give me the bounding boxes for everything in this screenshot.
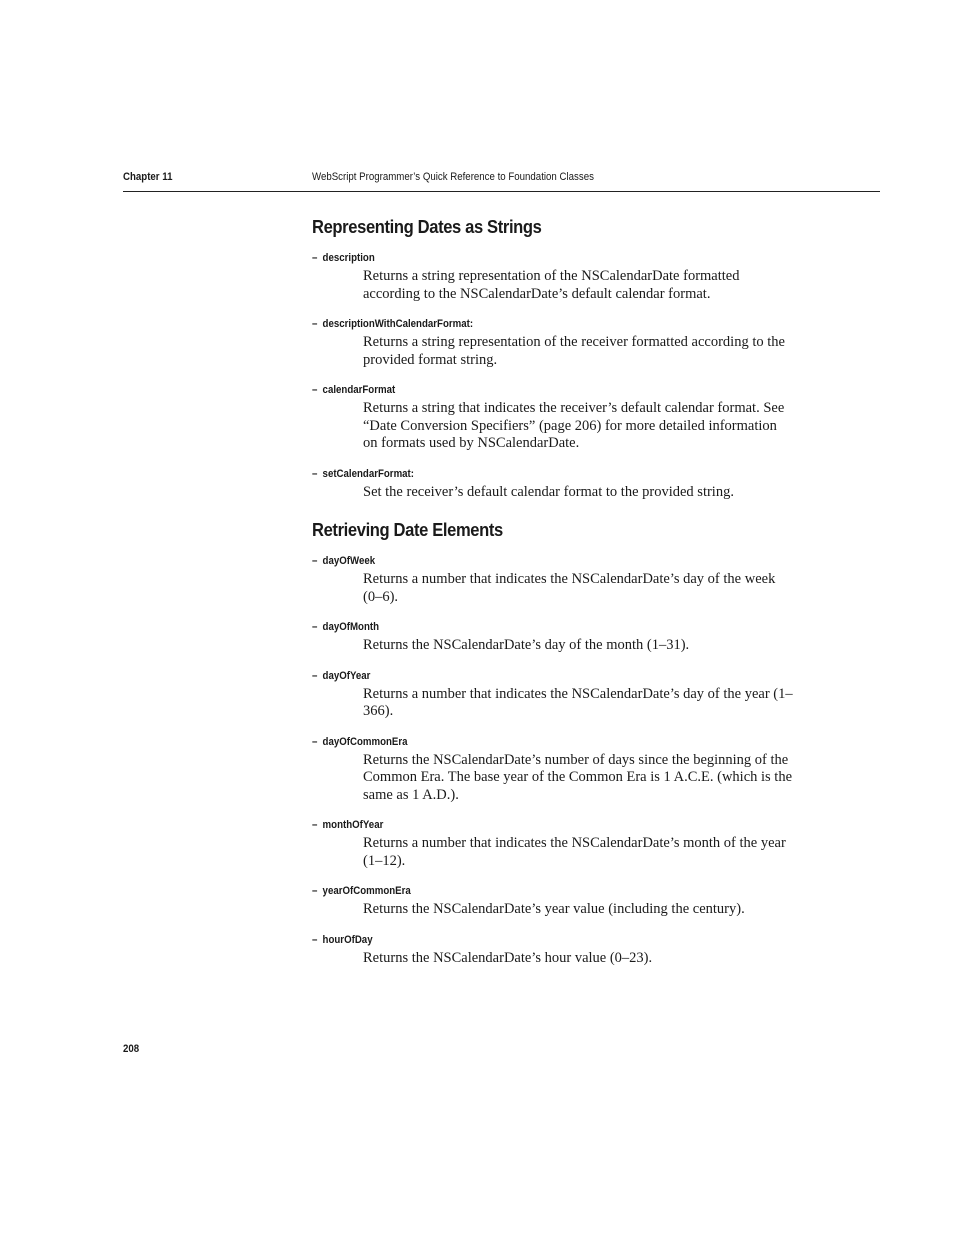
book-title: WebScript Programmer’s Quick Reference to Foundation Classes	[312, 171, 594, 183]
method-description: Returns a number that indicates the NSCalendarDate’s day of the year (1–366).	[363, 685, 793, 719]
method-signature	[312, 817, 734, 833]
method-entry	[312, 734, 792, 805]
method-name: monthOfYear	[322, 819, 384, 831]
method-entry	[312, 466, 792, 502]
method-name: dayOfMonth	[322, 621, 380, 633]
method-dash: –	[312, 318, 318, 330]
method-description: Returns a string representation of the receiver formatted according to the provided format string.	[363, 334, 785, 368]
method-dash: –	[312, 252, 318, 264]
method-description: Returns the NSCalendarDate’s day of the month (1–31).	[363, 637, 690, 653]
method-name: calendarFormat	[322, 384, 396, 396]
method-signature	[312, 250, 734, 266]
method-description: Set the receiver’s default calendar format to the provided string.	[363, 483, 734, 500]
method-entry	[312, 619, 792, 655]
method-name: dayOfCommonEra	[322, 735, 408, 748]
method-description: Returns a string that indicates the receiver’s default calendar format. See “Date Conversion Specifiers” (page 206) for more detailed information on formats used by NSCalendarDate.	[363, 400, 785, 451]
method-entry	[312, 553, 792, 606]
section-title: Retrieving Date Elements	[312, 520, 503, 540]
running-header	[123, 168, 880, 192]
method-entry	[312, 817, 792, 870]
method-description: Returns a number that indicates the NSCalendarDate’s month of the year (1–12).	[363, 835, 786, 869]
method-dash: –	[312, 384, 318, 396]
method-entry	[312, 932, 792, 968]
method-dash: –	[312, 933, 318, 946]
method-description: Returns a number that indicates the NSCalendarDate’s day of the week (0–6).	[363, 571, 776, 605]
method-signature	[312, 382, 734, 398]
method-dash: –	[312, 555, 318, 567]
method-entry	[312, 382, 792, 453]
method-description: Returns the NSCalendarDate’s number of days since the beginning of the Common Era. The base year of the Common Era is 1 A.C.E. (which is the same as 1 A.D.).	[363, 751, 793, 803]
method-dash: –	[312, 669, 318, 682]
method-entry	[312, 668, 792, 721]
method-dash: –	[312, 885, 318, 897]
method-dash: –	[312, 819, 318, 831]
page-content	[312, 214, 792, 980]
method-entry	[312, 250, 792, 303]
method-signature	[312, 883, 734, 899]
method-description: Returns a string representation of the NSCalendarDate formatted according to the NSCalendarDate’s default calendar format.	[363, 268, 740, 302]
method-signature	[312, 932, 734, 948]
method-name: descriptionWithCalendarFormat:	[322, 318, 474, 330]
method-signature	[312, 466, 734, 482]
method-dash: –	[312, 735, 318, 748]
method-description: Returns the NSCalendarDate’s year value (including the century).	[363, 901, 745, 917]
method-signature	[312, 668, 734, 684]
method-entry	[312, 316, 792, 369]
method-name: yearOfCommonEra	[322, 885, 411, 897]
method-dash: –	[312, 467, 318, 480]
method-description: Returns the NSCalendarDate’s hour value (0–23).	[363, 949, 653, 966]
method-name: dayOfWeek	[322, 555, 376, 567]
method-name: description	[322, 252, 375, 264]
page-number: 208	[123, 1043, 140, 1055]
method-dash: –	[312, 621, 318, 633]
method-name: hourOfDay	[322, 933, 373, 946]
method-name: dayOfYear	[322, 669, 371, 682]
section-title: Representing Dates as Strings	[312, 217, 542, 237]
method-name: setCalendarFormat:	[322, 467, 415, 480]
method-entry	[312, 883, 792, 919]
method-signature	[312, 553, 734, 569]
method-signature	[312, 734, 734, 750]
method-signature	[312, 316, 734, 332]
chapter-label: Chapter 11	[123, 171, 173, 183]
method-signature	[312, 619, 734, 635]
